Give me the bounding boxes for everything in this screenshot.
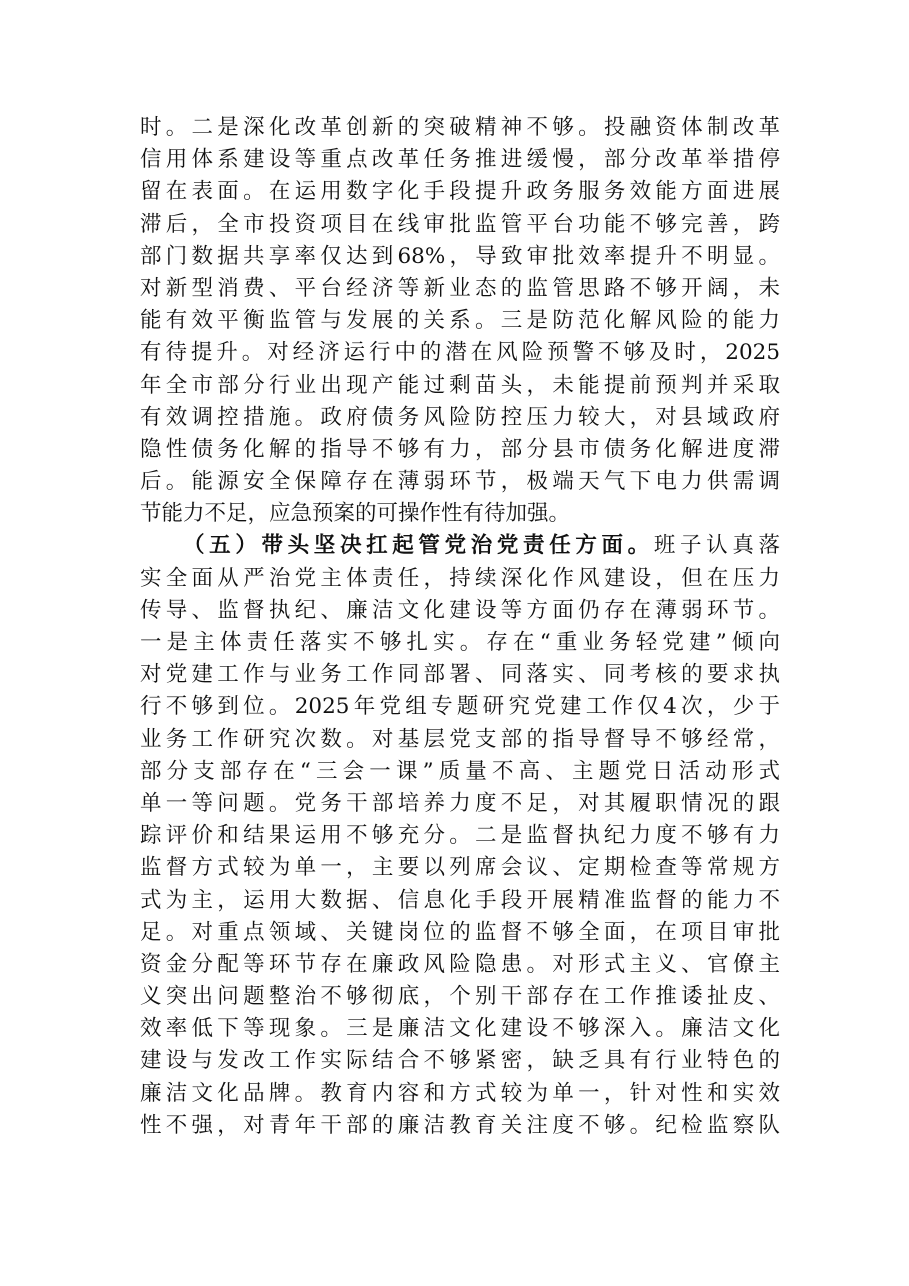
section-heading: （五）带头坚决扛起管党治党责任方面。	[183, 533, 654, 559]
text-line: 留在表面。在运用数字化手段提升政务服务效能方面进展	[140, 179, 780, 205]
section-heading-rest: 班子认真落	[653, 533, 780, 559]
text-line: 滞后，全市投资项目在线审批监管平台功能不够完善，跨	[140, 211, 780, 237]
text-line: 廉洁文化品牌。教育内容和方式较为单一，针对性和实效	[140, 1080, 780, 1106]
text-line: 性不强，对青年干部的廉洁教育关注度不够。纪检监察队	[140, 1112, 780, 1138]
text-line: 业务工作研究次数。对基层党支部的指导督导不够经常，	[140, 726, 780, 752]
text-line: 对新型消费、平台经济等新业态的监管思路不够开阔，未	[140, 275, 780, 301]
text-line: 有效调控措施。政府债务风险防控压力较大，对县域政府	[140, 404, 780, 430]
text-line: 实全面从严治党主体责任，持续深化作风建设，但在压力	[140, 565, 780, 591]
text-line: 足。对重点领域、关键岗位的监督不够全面，在项目审批	[140, 919, 780, 945]
text-line: 时。二是深化改革创新的突破精神不够。投融资体制改革	[140, 115, 780, 140]
text-line: 监督方式较为单一，主要以列席会议、定期检查等常规方	[140, 855, 780, 881]
text-line: 年全市部分行业出现产能过剩苗头，未能提前预判并采取	[140, 372, 780, 398]
text-line: 建设与发改工作实际结合不够紧密，缺乏具有行业特色的	[140, 1048, 780, 1074]
text-line: 部分支部存在“三会一课”质量不高、主题党日活动形式	[140, 758, 780, 784]
text-line: 对党建工作与业务工作同部署、同落实、同考核的要求执	[140, 662, 780, 688]
text-line: 义突出问题整治不够彻底，个别干部存在工作推诿扯皮、	[140, 984, 780, 1010]
section-heading-line	[140, 530, 780, 562]
document-page	[140, 112, 780, 1142]
text-line: 隐性债务化解的指导不够有力，部分县市债务化解进度滞	[140, 436, 780, 462]
text-line: 传导、监督执纪、廉洁文化建设等方面仍存在薄弱环节。	[140, 597, 780, 623]
text-line: 能有效平衡监管与发展的关系。三是防范化解风险的能力	[140, 308, 780, 334]
text-line: 资金分配等环节存在廉政风险隐患。对形式主义、官僚主	[140, 951, 780, 977]
text-line: 部门数据共享率仅达到68%，导致审批效率提升不明显。	[140, 243, 780, 269]
text-line: 节能力不足，应急预案的可操作性有待加强。	[140, 501, 571, 527]
text-line: 踪评价和结果运用不够充分。二是监督执纪力度不够有力	[140, 823, 780, 849]
text-line: 行不够到位。2025年党组专题研究党建工作仅4次，少于	[140, 694, 780, 720]
text-line: 有待提升。对经济运行中的潜在风险预警不够及时，2025	[140, 340, 780, 366]
text-line: 式为主，运用大数据、信息化手段开展精准监督的能力不	[140, 887, 780, 913]
text-line: 后。能源安全保障存在薄弱环节，极端天气下电力供需调	[140, 469, 780, 495]
text-line: 一是主体责任落实不够扎实。存在“重业务轻党建”倾向	[140, 630, 780, 655]
text-line: 单一等问题。党务干部培养力度不足，对其履职情况的跟	[140, 790, 780, 816]
text-line: 效率低下等现象。三是廉洁文化建设不够深入。廉洁文化	[140, 1016, 780, 1042]
text-line: 信用体系建设等重点改革任务推进缓慢，部分改革举措停	[140, 147, 780, 173]
